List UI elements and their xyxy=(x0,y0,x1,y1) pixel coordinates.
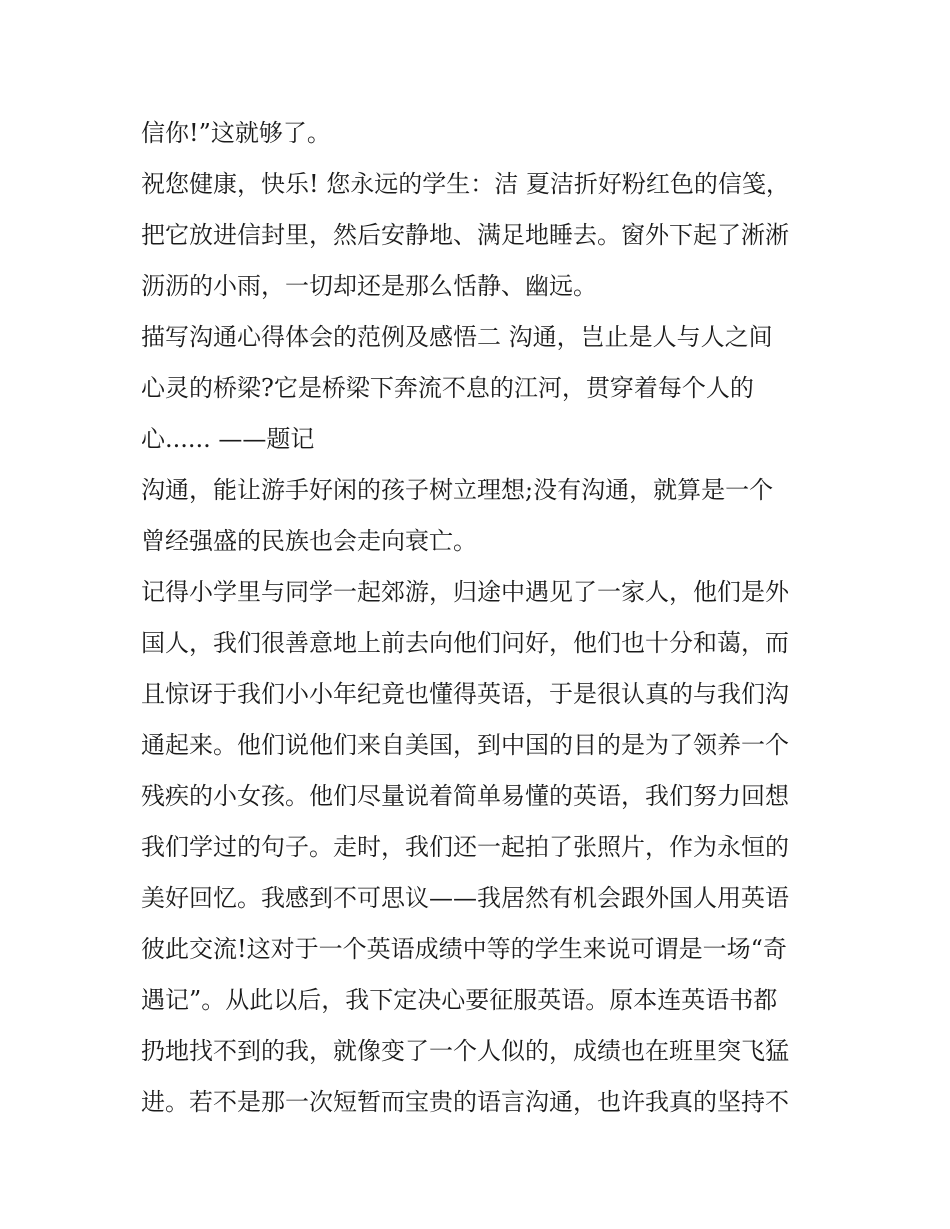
text-line: 心灵的桥梁?它是桥梁下奔流不息的江河，贯穿着每个人的 xyxy=(141,374,754,402)
text-line: 信你!”这就够了。 xyxy=(141,119,331,147)
text-line: 我们学过的句子。走时，我们还一起拍了张照片，作为永恒的 xyxy=(141,833,789,861)
text-line: 记得小学里与同学一起郊游，归途中遇见了一家人，他们是外 xyxy=(141,578,789,606)
text-line: 彼此交流!这对于一个英语成绩中等的学生来说可谓是一场“奇 xyxy=(141,935,787,963)
text-line: 扔地找不到的我，就像变了一个人似的，成绩也在班里突飞猛 xyxy=(141,1037,789,1065)
text-line: 且惊讶于我们小小年纪竟也懂得英语，于是很认真的与我们沟 xyxy=(141,680,789,708)
text-line: 遇记”。从此以后，我下定决心要征服英语。原本连英语书都 xyxy=(141,986,778,1014)
text-line: 美好回忆。我感到不可思议——我居然有机会跟外国人用英语 xyxy=(141,884,789,912)
text-line: 进。若不是那一次短暂而宝贵的语言沟通，也许我真的坚持不 xyxy=(141,1088,789,1116)
text-line: 沟通，能让游手好闲的孩子树立理想;没有沟通，就算是一个 xyxy=(141,476,774,504)
document-body xyxy=(141,108,813,1128)
text-line: 通起来。他们说他们来自美国，到中国的目的是为了领养一个 xyxy=(141,731,789,759)
text-line: 国人，我们很善意地上前去向他们问好，他们也十分和蔼，而 xyxy=(141,629,789,657)
text-line: 祝您健康，快乐! 您永远的学生：洁 夏洁折好粉红色的信笺， xyxy=(141,170,790,198)
text-line: 曾经强盛的民族也会走向衰亡。 xyxy=(141,527,477,555)
text-line: 沥沥的小雨，一切却还是那么恬静、幽远。 xyxy=(141,272,597,300)
text-line: 残疾的小女孩。他们尽量说着简单易懂的英语，我们努力回想 xyxy=(141,782,789,810)
text-line: 描写沟通心得体会的范例及感悟二 沟通，岂止是人与人之间 xyxy=(141,323,773,351)
text-line: 心...... ——题记 xyxy=(141,425,315,453)
text-line: 把它放进信封里，然后安静地、满足地睡去。窗外下起了淅淅 xyxy=(141,221,789,249)
